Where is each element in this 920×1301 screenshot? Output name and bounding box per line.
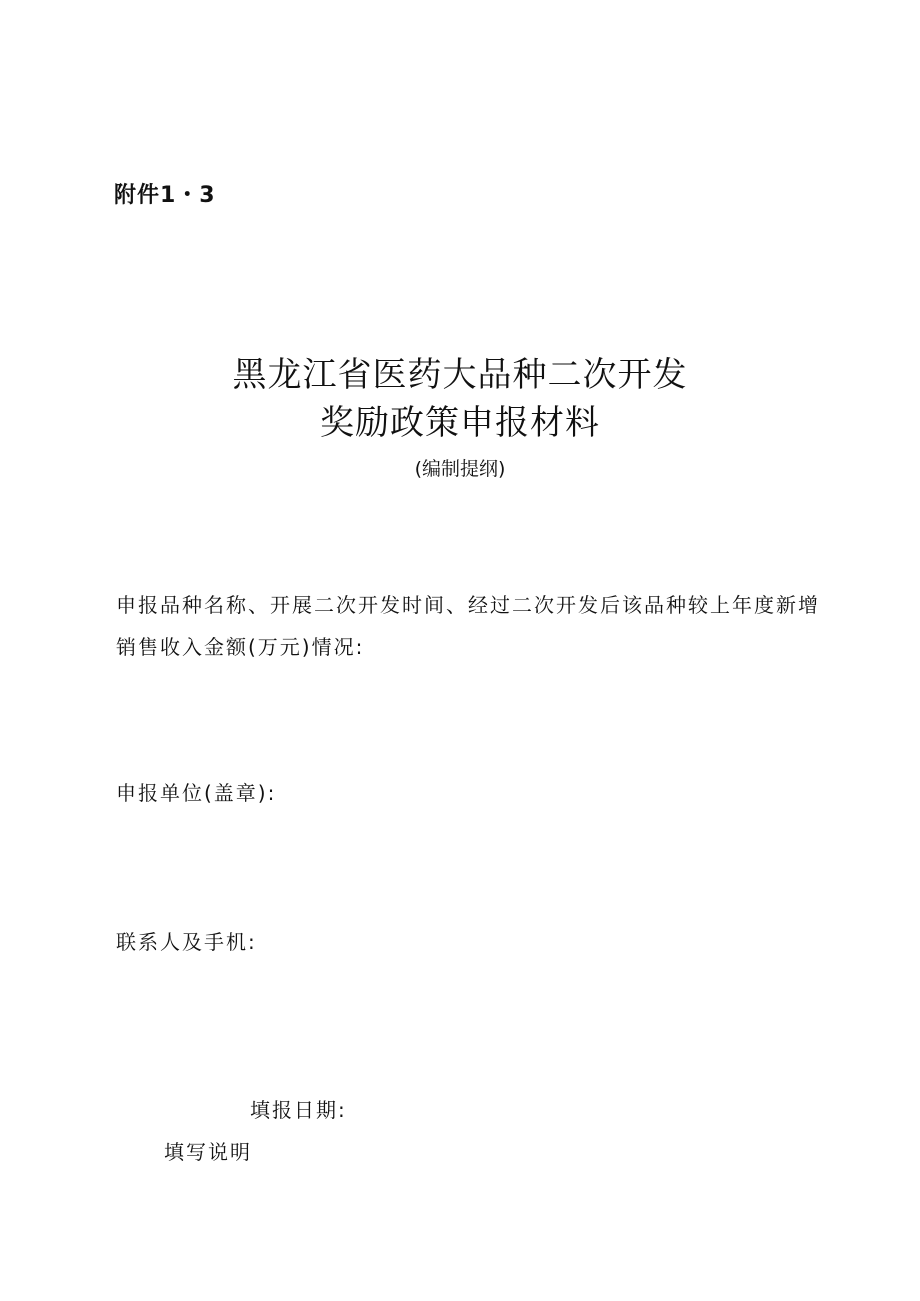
instructions-heading: 填写说明 [164,1140,252,1164]
variety-info-prompt-line-2: 销售收入金额(万元)情况: [116,635,365,659]
document-title-line-1: 黑龙江省医药大品种二次开发 [232,355,688,395]
fill-date-label: 填报日期: [250,1098,347,1122]
document-title-line-2: 奖励政策申报材料 [320,403,600,443]
applicant-unit-label: 申报单位(盖章): [116,781,277,805]
contact-person-label: 联系人及手机: [116,930,257,954]
variety-info-prompt-line-1: 申报品种名称、开展二次开发时间、经过二次开发后该品种较上年度新增 [116,593,820,617]
attachment-label: 附件1・3 [114,183,216,208]
document-subtitle: (编制提纲) [414,458,506,480]
